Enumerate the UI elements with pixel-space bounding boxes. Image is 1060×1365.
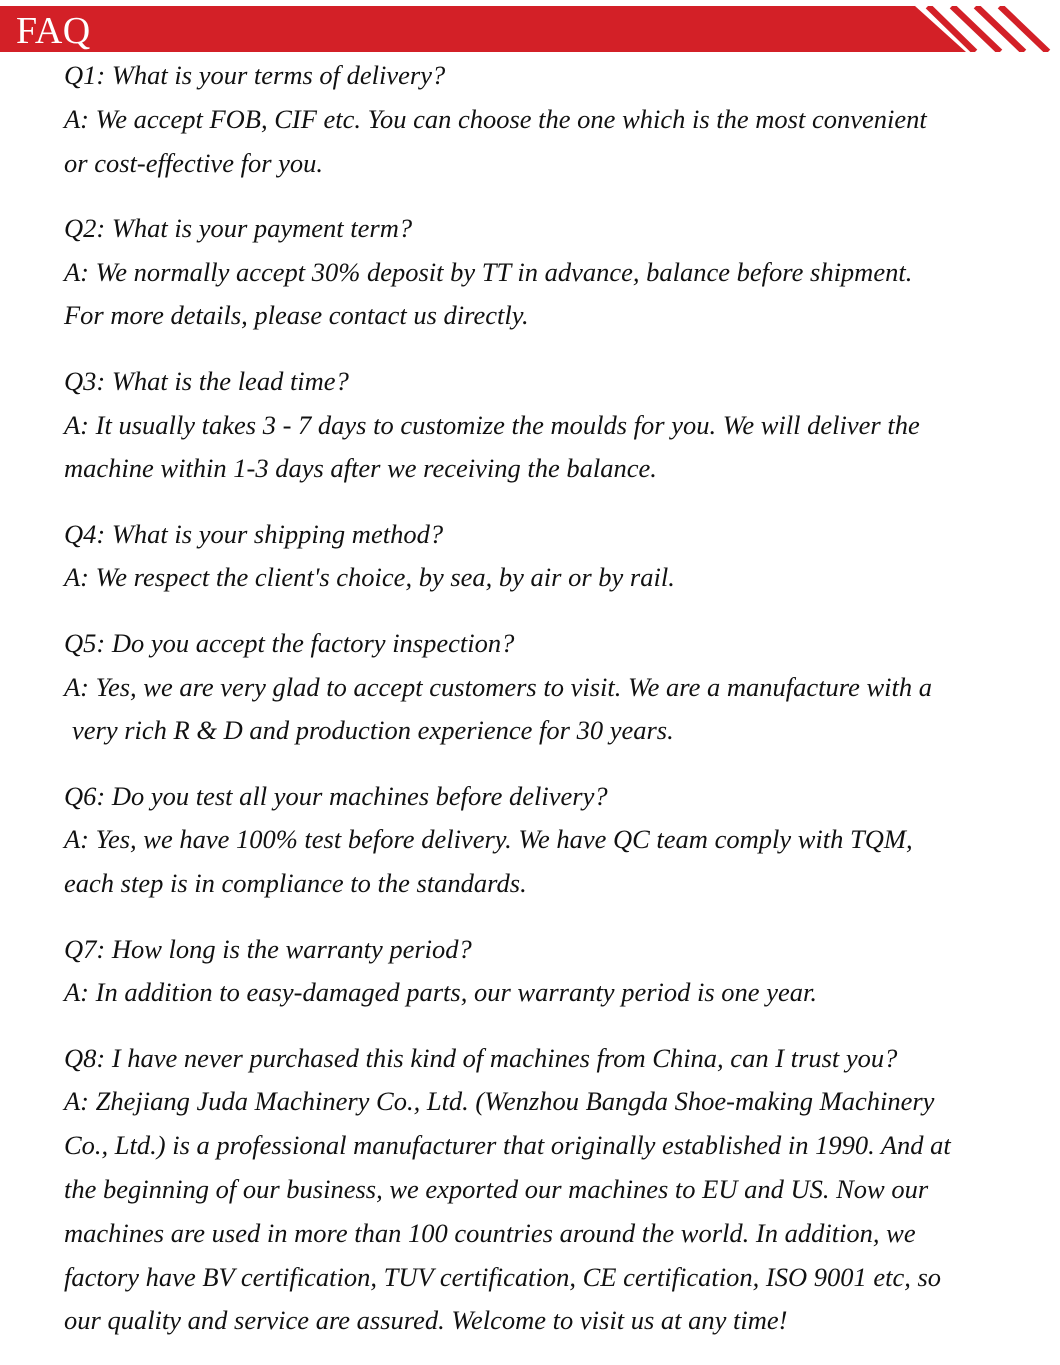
faq-question: Q5: Do you accept the factory inspection? bbox=[64, 627, 515, 658]
faq-answer-line: machines are used in more than 100 countries around the world. In addition, we bbox=[64, 1217, 916, 1248]
faq-answer-line: Co., Ltd.) is a professional manufacturer that originally established in 1990. And at bbox=[64, 1130, 951, 1161]
faq-answer bbox=[64, 404, 1024, 492]
faq-question: Q8: I have never purchased this kind of machines from China, can I trust you? bbox=[64, 1042, 898, 1073]
faq-item-5 bbox=[64, 622, 1024, 753]
faq-answer-line: A: We respect the client's choice, by sea, by air or by rail. bbox=[64, 562, 675, 593]
faq-question: Q2: What is your payment term? bbox=[64, 212, 413, 243]
faq-answer-line: For more details, please contact us directly. bbox=[64, 300, 529, 331]
header-banner-shape bbox=[0, 6, 1060, 52]
faq-answer-line: A: We normally accept 30% deposit by TT in advance, balance before shipment. bbox=[64, 256, 913, 287]
faq-header-banner bbox=[0, 6, 1060, 52]
faq-answer bbox=[64, 98, 1024, 186]
faq-answer-line: A: Zhejiang Juda Machinery Co., Ltd. (Wenzhou Bangda Shoe-making Machinery bbox=[64, 1086, 935, 1117]
faq-item-3 bbox=[64, 360, 1024, 491]
faq-answer bbox=[64, 666, 1024, 754]
faq-item-2 bbox=[64, 207, 1024, 338]
faq-question: Q7: How long is the warranty period? bbox=[64, 933, 472, 964]
faq-item-7 bbox=[64, 928, 1024, 1016]
faq-answer bbox=[64, 818, 1024, 906]
faq-answer-line: machine within 1-3 days after we receiving the balance. bbox=[64, 453, 657, 484]
faq-list bbox=[64, 54, 1024, 1365]
header-red-bar bbox=[0, 6, 966, 52]
faq-answer-line: A: It usually takes 3 - 7 days to customize the moulds for you. We will deliver the bbox=[64, 409, 920, 440]
faq-answer bbox=[64, 971, 1024, 1015]
faq-question: Q4: What is your shipping method? bbox=[64, 518, 444, 549]
faq-item-8 bbox=[64, 1037, 1024, 1344]
faq-answer-line: A: We accept FOB, CIF etc. You can choose the one which is the most convenient bbox=[64, 103, 927, 134]
faq-answer-line: A: Yes, we have 100% test before delivery. We have QC team comply with TQM, bbox=[64, 824, 913, 855]
faq-answer bbox=[64, 1080, 1024, 1343]
faq-answer-line: each step is in compliance to the standards. bbox=[64, 868, 527, 899]
faq-answer-line: the beginning of our business, we exported our machines to EU and US. Now our bbox=[64, 1174, 929, 1205]
faq-item-4 bbox=[64, 513, 1024, 601]
faq-answer bbox=[64, 556, 1024, 600]
faq-answer-line: very rich R & D and production experience for 30 years. bbox=[72, 715, 674, 746]
faq-question: Q6: Do you test all your machines before delivery? bbox=[64, 780, 608, 811]
faq-answer-line: A: Yes, we are very glad to accept customers to visit. We are a manufacture with a bbox=[64, 671, 932, 702]
faq-question: Q3: What is the lead time? bbox=[64, 365, 349, 396]
faq-answer-line: or cost-effective for you. bbox=[64, 147, 324, 178]
faq-item-6 bbox=[64, 775, 1024, 906]
faq-item-1 bbox=[64, 54, 1024, 185]
faq-answer bbox=[64, 251, 1024, 339]
page-title: FAQ bbox=[16, 10, 91, 52]
faq-answer-line: factory have BV certification, TUV certification, CE certification, ISO 9001 etc, so bbox=[64, 1261, 942, 1292]
faq-answer-line: A: In addition to easy-damaged parts, our warranty period is one year. bbox=[64, 977, 817, 1008]
faq-question: Q1: What is your terms of delivery? bbox=[64, 60, 446, 90]
faq-answer-line: our quality and service are assured. Welcome to visit us at any time! bbox=[64, 1305, 788, 1336]
